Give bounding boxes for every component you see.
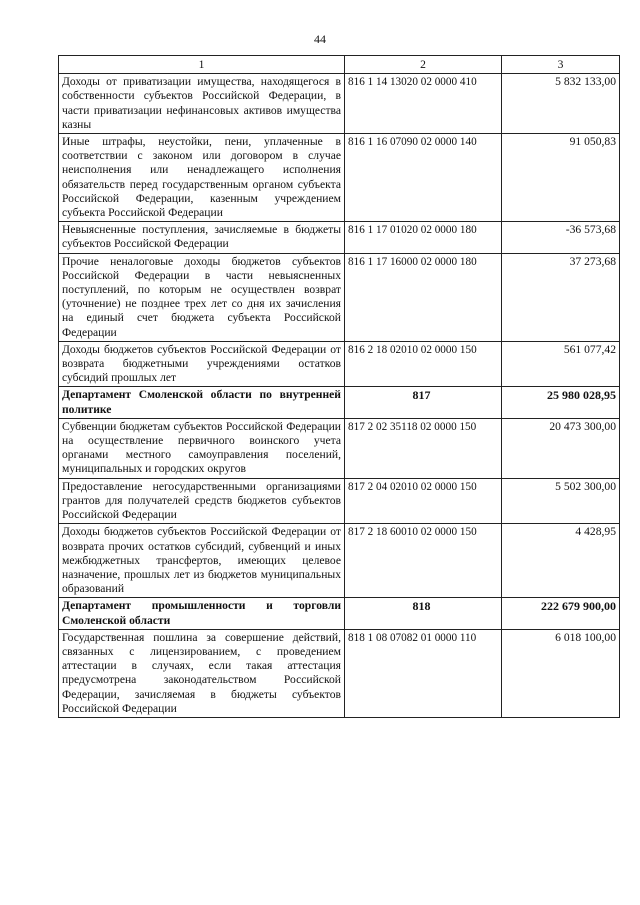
table-row [59,222,620,253]
table-row [59,253,620,341]
row-code: 817 2 02 35118 02 0000 150 [345,418,502,478]
row-description: Доходы бюджетов субъектов Российской Федерации от возврата прочих остатков субсидий, субвенций и иных межбюджетных трансфертов, имеющих целевое назначение, прошлых лет из бюджетов муниципальных образований [59,524,345,598]
row-description: Предоставление негосударственными организациями грантов для получателей средств бюджетов субъектов Российской Федерации [59,478,345,524]
page-number: 44 [314,32,326,46]
row-amount: 37 273,68 [502,253,620,341]
row-amount: 20 473 300,00 [502,418,620,478]
row-description: Государственная пошлина за совершение действий, связанных с лицензированием, с проведением аттестации в случаях, если такая аттестация предусмотрена законодательством Российской Федерации, зачисляемая в бюджеты субъектов Российской Федерации [59,629,345,717]
department-total: 222 679 900,00 [502,598,620,629]
column-header-1: 1 [59,56,345,74]
department-code: 817 [345,387,502,418]
row-code: 816 1 17 16000 02 0000 180 [345,253,502,341]
row-code: 816 2 18 02010 02 0000 150 [345,341,502,387]
column-header-3: 3 [502,56,620,74]
row-description: Иные штрафы, неустойки, пени, уплаченные в соответствии с законом или договором в случае неисполнения или ненадлежащего исполнения обязательств перед государственным органом субъекта Российской Федерации, казенным учреждением субъекта Российской Федерации [59,134,345,222]
row-code: 816 1 16 07090 02 0000 140 [345,134,502,222]
department-row [59,387,620,418]
row-amount: 91 050,83 [502,134,620,222]
row-description: Прочие неналоговые доходы бюджетов субъектов Российской Федерации в части невыясненных поступлений, по которым не осуществлен возврат (уточнение) не позднее трех лет со дня их зачисления на единый счет бюджета субъекта Российской Федерации [59,253,345,341]
row-amount: 5 502 300,00 [502,478,620,524]
department-total: 25 980 028,95 [502,387,620,418]
table-row [59,524,620,598]
row-description: Невыясненные поступления, зачисляемые в бюджеты субъектов Российской Федерации [59,222,345,253]
row-amount: -36 573,68 [502,222,620,253]
table-row [59,74,620,134]
table-row [59,341,620,387]
table-row [59,629,620,717]
row-description: Доходы бюджетов субъектов Российской Федерации от возврата бюджетными учреждениями остатков субсидий прошлых лет [59,341,345,387]
department-code: 818 [345,598,502,629]
table-row [59,134,620,222]
revenue-table [58,55,620,718]
row-code: 816 1 14 13020 02 0000 410 [345,74,502,134]
table-header-row [59,56,620,74]
row-code: 817 2 18 60010 02 0000 150 [345,524,502,598]
table-row [59,418,620,478]
department-name: Департамент Смоленской области по внутренней политике [59,387,345,418]
row-amount: 4 428,95 [502,524,620,598]
row-code: 816 1 17 01020 02 0000 180 [345,222,502,253]
row-amount: 6 018 100,00 [502,629,620,717]
row-code: 818 1 08 07082 01 0000 110 [345,629,502,717]
department-row [59,598,620,629]
row-code: 817 2 04 02010 02 0000 150 [345,478,502,524]
department-name: Департамент промышленности и торговли Смоленской области [59,598,345,629]
row-amount: 561 077,42 [502,341,620,387]
column-header-2: 2 [345,56,502,74]
row-description: Доходы от приватизации имущества, находящегося в собственности субъектов Российской Федерации, в части приватизации нефинансовых активов имущества казны [59,74,345,134]
table-row [59,478,620,524]
row-amount: 5 832 133,00 [502,74,620,134]
row-description: Субвенции бюджетам субъектов Российской Федерации на осуществление первичного воинского учета органами местного самоуправления поселений, муниципальных и городских округов [59,418,345,478]
